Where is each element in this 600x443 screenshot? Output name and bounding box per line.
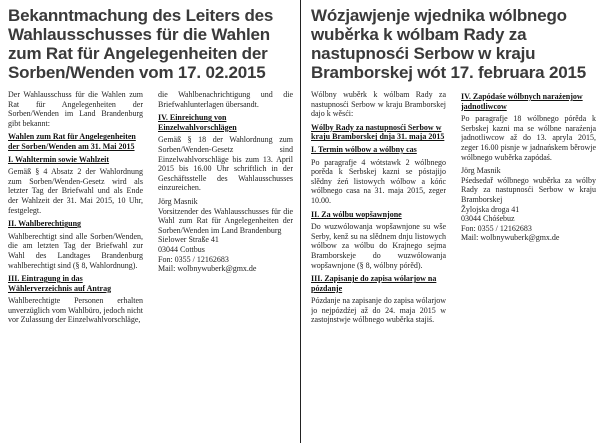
sorbian-heading: Wózjawjenje wjednika wólbnego wuběrka k wólbam Rady za nastupnosći Serbow w kraju Bramborskej wót 17. februara 2015	[311, 6, 586, 82]
sorbian-signatory: Jörg Masnik	[461, 166, 501, 176]
german-section-1-text: Gemäß § 4 Absatz 2 der Wahlordnung zum Sorben/Wenden-Gesetz wird als letzter Tag der Briefwahl und als Ende der Wahlzeit der 31. Mai 2015, 10 Uhr, festgelegt.	[8, 167, 143, 215]
german-address-city: 03044 Cottbus	[158, 244, 205, 254]
german-section-3-title: III. Eintragung in das Wählerverzeichnis auf Antrag	[8, 274, 112, 293]
sorbian-sub-heading: Wólby Rady za nastupnosći Serbow w kraju Bramborskej dnja 31. maja 2015	[311, 122, 445, 142]
german-section-4-text: Gemäß § 18 der Wahlordnung zum Sorben/Wenden-Gesetz sind Einzelwahlvorschläge bis zum 13. April 2015 bis 16.00 Uhr schriftlich in der Geschäftsstelle des Wahlausschusses einzureichen.	[158, 135, 293, 193]
sorbian-section-2-text: Do wuzwólowanja wopšawnjone su wše Serby, kenž su na slědnem dnju listowych wólbow za wólbu do Krajnego sejma Bramborskeje do wuzwólowanja wopšawnjone (§ 8, wólbny pórěd).	[311, 222, 446, 270]
german-sub-heading: Wahlen zum Rat für Angelegenheiten der Sorben/Wenden am 31. Mai 2015	[8, 132, 136, 151]
german-column-1	[8, 90, 143, 443]
german-address-street: Sielower Straße 41	[158, 235, 219, 245]
german-signatory: Jörg Masnik	[158, 196, 198, 206]
sorbian-notice	[305, 0, 600, 443]
german-section-4-title: IV. Einreichung von Einzelwahlvorschlägen	[158, 113, 237, 132]
sorbian-section-3-title: III. Zapisanje do zapisa wólarjow na pózdanje	[311, 274, 437, 293]
german-heading: Bekanntmachung des Leiters des Wahlausschusses für die Wahlen zum Rat für Angelegenheiten der Sorben/Wenden vom 17. 02.2015	[8, 6, 274, 82]
sorbian-section-1-title: I. Termin wólbow a wólbny cas	[311, 144, 417, 154]
german-body	[8, 90, 295, 443]
sorbian-column-2	[461, 90, 596, 443]
german-section-2-title: II. Wahlberechtigung	[8, 219, 82, 229]
sorbian-section-1-text: Po paragrafje 4 wótstawk 2 wólbnego porěda k Serbskej kazni se póstajijo slědny źeń listowych wólbow a kóńc wólbnego casa na 31. maja 2015, zeger 10.00.	[311, 157, 446, 205]
german-notice	[0, 0, 295, 443]
german-signatory-role: Vorsitzender des Wahlausschusses für die Wahl zum Rat für Angelegenheiten der Sorben/Wenden im Land Brandenburg	[158, 206, 293, 235]
sorbian-section-2-title: II. Za wólbu wopšawnjone	[311, 209, 402, 219]
sorbian-address-street: Žylojska droga 41	[461, 204, 520, 214]
sorbian-phone: Fon: 0355 / 12162683	[461, 223, 532, 233]
sorbian-signature-block	[461, 166, 596, 243]
german-section-2-text: Wahlberechtigt sind alle Sorben/Wenden, die am letzten Tag der Briefwahl zur Wahl des Landtages Brandenburg wahlberechtigt sind (§ 8, Wahlordnung).	[8, 231, 143, 270]
sorbian-email[interactable]: Mail: wolbnywuberk@gmx.de	[461, 233, 560, 243]
sorbian-section-4-title: IV. Zapódaśe wólbnych naraźenjow jadnotliwcow	[461, 92, 583, 111]
german-section-3-text: Wahlberechtigte Personen erhalten unverzüglich vom Wahlbüro, jedoch nicht vor Zulassung der Einzelwahlvorschläge,	[8, 296, 143, 325]
german-phone: Fon: 0355 / 12162683	[158, 254, 229, 264]
german-email[interactable]: Mail: wolbnywuberk@gmx.de	[158, 264, 257, 274]
sorbian-signatory-role: Pśedsedař wólbnego wuběrka za wólby Rady za nastupnosći Serbow w kraju Bramborskej	[461, 175, 596, 204]
column-divider	[300, 0, 301, 443]
sorbian-body	[311, 90, 600, 443]
german-signature-block	[158, 197, 293, 274]
german-section-1-title: I. Wahltermin sowie Wahlzeit	[8, 154, 110, 164]
sorbian-intro: Wólbny wuběrk k wólbam Rady za nastupnosći Serbow w kraju Bramborskej dajo k wěsći:	[311, 90, 446, 119]
german-section-3-continued: die Wahlbenachrichtigung und die Briefwahlunterlagen übersandt.	[158, 90, 293, 109]
sorbian-column-1	[311, 90, 446, 443]
sorbian-section-3-text: Pózdanje na zapisanje do zapisa wólarjow jo nejpózdźej až do 24. maja 2015 w zastojnstwje wólbnego wuběrka stajiś.	[311, 296, 446, 325]
sorbian-section-4-text: Po paragrafje 18 wólbnego pórěda k Serbskej kazni ma se wólbne naraźenja jadnotliwcow až do 13. apryla 2015, zeger 16.00 pisnje w jadnańskem běrowje wólbnego wuběrka zapódaś.	[461, 114, 596, 162]
sorbian-address-city: 03044 Chóśebuz	[461, 214, 515, 224]
german-column-2	[158, 90, 293, 443]
german-intro: Der Wahlausschuss für die Wahlen zum Rat für Angelegenheiten der Sorben/Wenden im Land Brandenburg gibt bekannt:	[8, 90, 143, 128]
